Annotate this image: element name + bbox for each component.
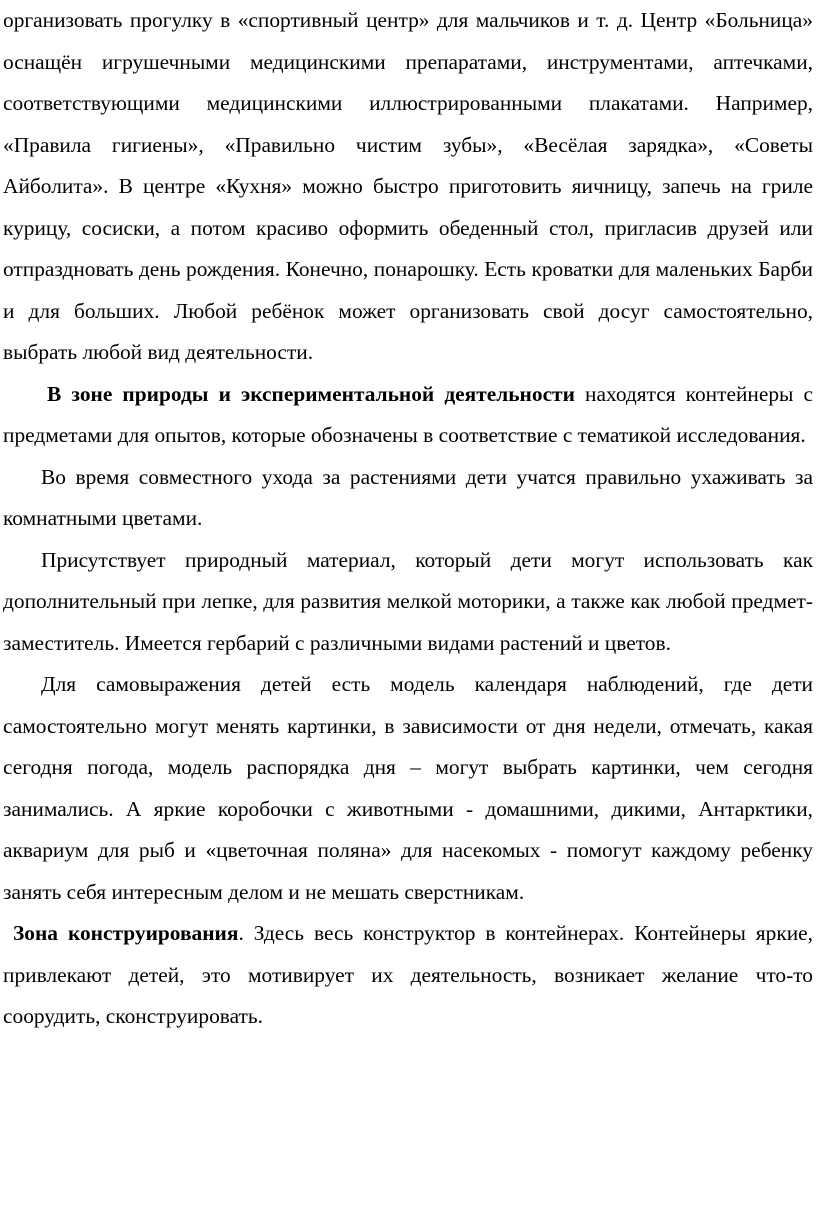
paragraph-natural-material: Присутствует природный материал, который дети могут использовать как дополнительный при лепке, для развития мелкой моторики, а также как любой предмет-заместитель. Имеется гербарий с различными видами растений и цветов.	[3, 547, 813, 655]
paragraph-plant-care: Во время совместного ухода за растениями дети учатся правильно ухаживать за комнатными цветами.	[3, 464, 813, 530]
heading-nature-zone: В зоне природы и экспериментальной деятельности	[47, 381, 575, 406]
paragraph-construction-zone-text: . Здесь весь конструктор в контейнерах. Контейнеры яркие, привлекают детей, это мотивирует их деятельность, возникает желание что-то соорудить, сконструировать.	[3, 921, 813, 1028]
paragraph-construction-zone	[3, 913, 813, 1038]
heading-construction-zone: Зона конструирования	[13, 921, 239, 945]
paragraph-nature-zone	[3, 374, 813, 457]
paragraph-centers: организовать прогулку в «спортивный центр» для мальчиков и т. д. Центр «Больница» оснащён игрушечными медицинскими препаратами, инструментами, аптечками, соответствующими медицинскими иллюстрированными плакатами. Например, «Правила гигиены», «Правильно чистим зубы», «Весёлая зарядка», «Советы Айболита». В центре «Кухня» можно быстро приготовить яичницу, запечь на гриле курицу, сосиски, а потом красиво оформить обеденный стол, пригласив друзей или отпраздновать день рождения. Конечно, понарошку. Есть кроватки для маленьких Барби и для больших. Любой ребёнок может организовать свой досуг самостоятельно, выбрать любой вид деятельности.	[3, 8, 813, 364]
paragraph-nature-zone-text: находятся контейнеры с предметами для опытов, которые обозначены в соответствие с тематикой исследования.	[3, 381, 813, 447]
paragraph-self-expression: Для самовыражения детей есть модель календаря наблюдений, где дети самостоятельно могут менять картинки, в зависимости от дня недели, отмечать, какая сегодня погода, модель распорядка дня – могут выбрать картинки, чем сегодня занимались. А яркие коробочки с животными - домашними, дикими, Антарктики, аквариум для рыб и «цветочная поляна» для насекомых - помогут каждому ребенку занять себя интересным делом и не мешать сверстникам.	[3, 672, 813, 904]
